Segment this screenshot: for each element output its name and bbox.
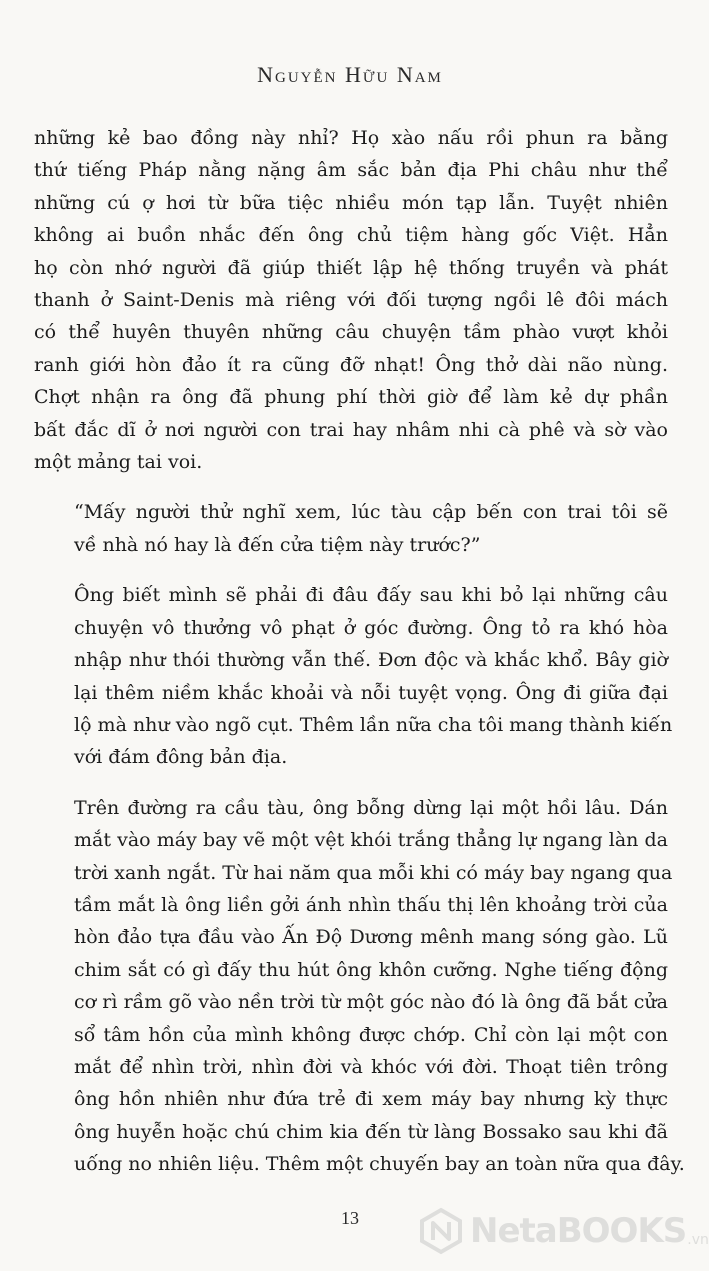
text-line: lại thêm niềm khắc khoải và nỗi tuyệt vọng. Ông đi giữa đại <box>74 681 668 704</box>
text-line: Chợt nhận ra ông đã phung phí thời giờ để làm kẻ dự phần <box>34 386 668 409</box>
paragraph <box>34 579 673 773</box>
text-line: tầm mắt là ông liền gởi ánh nhìn thấu thị lên khoảng trời của <box>74 893 668 916</box>
text-line: về nhà nó hay là đến cửa tiệm này trước?” <box>74 533 481 556</box>
text-line: Ông biết mình sẽ phải đi đâu đấy sau khi bỏ lại những câu <box>74 584 668 607</box>
paragraph <box>34 496 668 561</box>
text-line: ông huyễn hoặc chú chim kia đến từ làng Bossako sau khi đã <box>74 1120 668 1143</box>
text-line: mắt vào máy bay vẽ một vệt khói trắng thẳng lự ngang làn da <box>74 829 668 852</box>
text-line: một mảng tai voi. <box>34 451 203 474</box>
text-line: với đám đông bản địa. <box>74 746 288 769</box>
text-line: những kẻ bao đồng này nhỉ? Họ xào nấu rồi phun ra bằng <box>34 127 668 149</box>
watermark-brand: NetaBOOKS <box>470 1211 687 1251</box>
text-line: chim sắt có gì đấy thu hút ông khôn cưỡng. Nghe tiếng động <box>74 958 668 981</box>
n-logo-icon <box>418 1208 464 1254</box>
book-body-text <box>34 122 685 1181</box>
text-line: sổ tâm hồn của mình không được chớp. Chỉ còn lại một con <box>74 1023 668 1046</box>
text-line: trời xanh ngắt. Từ hai năm qua mỗi khi có máy bay ngang qua <box>74 861 673 884</box>
page-number: 13 <box>341 1208 359 1228</box>
text-line: họ còn nhớ người đã giúp thiết lập hệ thống truyền và phát <box>34 256 668 279</box>
text-line: ranh giới hòn đảo ít ra cũng đỡ nhạt! Ông thở dài não nùng. <box>34 353 668 376</box>
watermark <box>418 1206 709 1256</box>
running-head: Nguyễn Hữu Nam <box>257 62 443 87</box>
text-line: nhập như thói thường vẫn thế. Đơn độc và khắc khổ. Bây giờ <box>74 649 668 672</box>
text-line: bất đắc dĩ ở nơi người con trai hay nhâm nhi cà phê và sờ vào <box>34 418 668 441</box>
text-line: mắt để nhìn trời, nhìn đời và khóc với đời. Thoạt tiên trông <box>74 1055 668 1078</box>
text-line: không ai buồn nhắc đến ông chủ tiệm hàng gốc Việt. Hẳn <box>34 224 668 247</box>
text-line: ông hồn nhiên như đứa trẻ đi xem máy bay nhưng kỳ thực <box>74 1088 668 1111</box>
text-line: Trên đường ra cầu tàu, ông bỗng dừng lại một hồi lâu. Dán <box>74 796 668 819</box>
text-line: có thể huyên thuyên những câu chuyện tầm phào vượt khỏi <box>34 321 668 344</box>
text-line: chuyện vô thưởng vô phạt ở góc đường. Ông tỏ ra khó hòa <box>74 616 668 639</box>
text-line: thanh ở Saint-Denis mà riêng với đối tượng ngồi lê đôi mách <box>34 289 668 312</box>
text-line: cơ rì rầm gõ vào nền trời từ một góc nào đó là ông đã bắt cửa <box>74 991 668 1014</box>
text-line: thứ tiếng Pháp nằng nặng âm sắc bản địa Phi châu như thể <box>34 159 668 182</box>
text-line: uống no nhiên liệu. Thêm một chuyến bay an toàn nữa qua đây. <box>74 1153 685 1176</box>
text-line: “Mấy người thử nghĩ xem, lúc tàu cập bến con trai tôi sẽ <box>74 501 668 524</box>
text-line: những cú ợ hơi từ bữa tiệc nhiều món tạp lẫn. Tuyệt nhiên <box>34 191 668 214</box>
watermark-suffix: .vn <box>687 1232 709 1248</box>
paragraph <box>34 792 685 1181</box>
paragraph <box>34 122 668 478</box>
text-line: lộ mà như vào ngõ cụt. Thêm lần nữa cha tôi mang thành kiến <box>74 713 673 736</box>
text-line: hòn đảo tựa đầu vào Ấn Độ Dương mênh mang sóng gào. Lũ <box>74 926 668 949</box>
